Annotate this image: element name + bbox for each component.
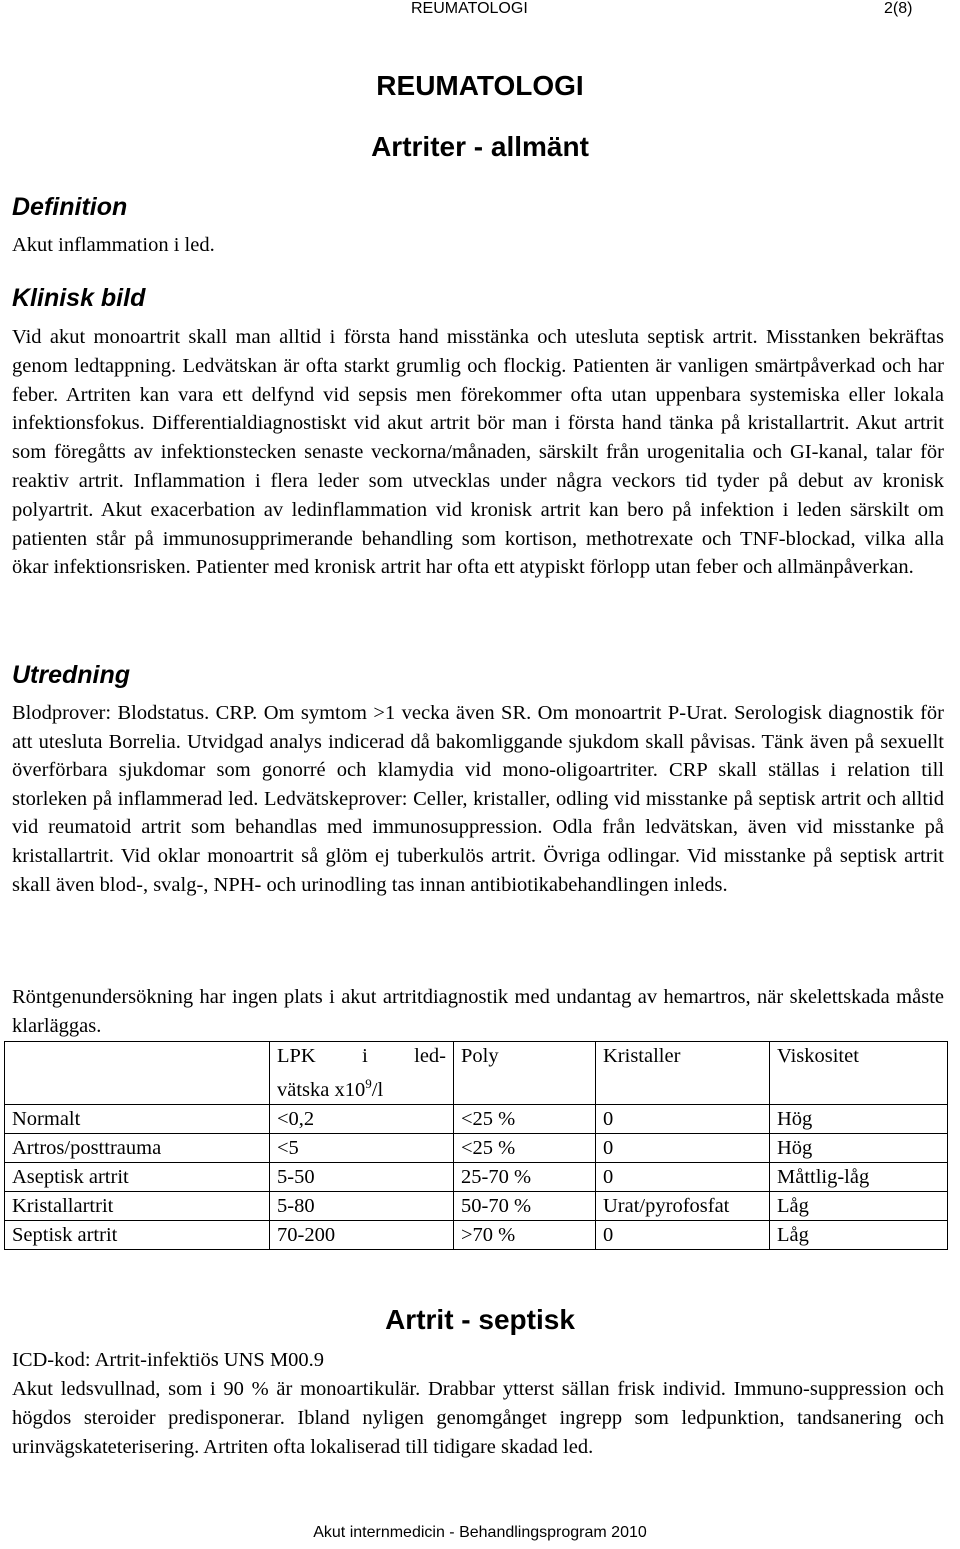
table-cell: Hög: [770, 1104, 948, 1133]
table-cell: Aseptisk artrit: [5, 1162, 270, 1191]
klinisk-bild-text: Vid akut monoartrit skall man alltid i första hand misstänka och utesluta septisk artrit. Misstanken bekräftas genom ledtappning. Ledvätskan är ofta starkt grumlig och flockig. Patienten är vanligen smärtpåverkad och har feber. Artriten kan vara ett delfynd vid sepsis men förekommer ofta utan uppenbara systemiska eller lokala infektionsfokus. Differentialdiagnostiskt vid akut artrit bör man i första hand tänka på kristallartrit. Akut artrit som föregåtts av infektionstecken senaste veckorna/månaden, särskilt från urogenitalia och GI-kanal, talar för reaktiv artrit. Inflammation i flera leder som utvecklas under några veckors tid tyder på debut av kronisk polyartrit. Akut exacerbation av ledinflammation vid kronisk artrit kan bero på infektion i leden särskilt om patienten står på immunosupprimerande behandling som kortison, methotrexate och TNF-blockad, vilka alla ökar infektionsrisken. Patienter med kronisk artrit har ofta ett atypiskt förlopp utan feber och allmänpåverkan.: [12, 326, 944, 579]
table-cell: Kristallartrit: [5, 1191, 270, 1220]
heading-definition: Definition: [12, 193, 128, 221]
running-header-title: REUMATOLOGI: [411, 0, 528, 17]
page-footer: Akut internmedicin - Behandlingsprogram 2010: [313, 1524, 647, 1541]
section-title-artriter: Artriter - allmänt: [371, 131, 589, 162]
table-header-empty: [5, 1042, 270, 1105]
icd-code: ICD-kod: Artrit-infektiös UNS M00.9: [12, 1349, 325, 1371]
table-row: [5, 1104, 948, 1133]
table-cell: 0: [596, 1104, 770, 1133]
utredning-text: Blodprover: Blodstatus. CRP. Om symtom >1 vecka även SR. Om monoartrit P-Urat. Serologisk diagnostik för att utesluta Borrelia. Utvidgad analys indicerad då bakomliggande sjukdom skall påvisas. Tänk även på sexuellt överförbara sjukdomar som gonorré och klamydia vid mono-oligoartriter. CRP skall ställas i relation till storleken på inflammerad led. Ledvätskeprover: Celler, kristaller, odling vid misstanke på septisk artrit och alltid vid reumatoid artrit som behandlas med immunosuppression. Odla från ledvätskan, även vid misstanke på kristallartrit. Vid oklar monoartrit så glöm ej tuberkulös artrit. Övriga odlingar. Vid misstanke på septisk artrit skall även blod-, svalg-, NPH- och urinodling tas innan antibiotikabehandlingen inleds.: [12, 702, 944, 896]
table-cell: 0: [596, 1220, 770, 1249]
section-title-septisk: Artrit - septisk: [385, 1304, 575, 1335]
table-header-kristaller: Kristaller: [596, 1042, 770, 1105]
table-cell: 70-200: [270, 1220, 454, 1249]
running-header: [0, 0, 960, 22]
table-cell: Hög: [770, 1133, 948, 1162]
table-cell: <25 %: [454, 1104, 596, 1133]
table-row: [5, 1162, 948, 1191]
table-cell: 50-70 %: [454, 1191, 596, 1220]
table-cell: 0: [596, 1133, 770, 1162]
page-title: REUMATOLOGI: [376, 70, 584, 101]
table-cell: 5-50: [270, 1162, 454, 1191]
table-cell: Urat/pyrofosfat: [596, 1191, 770, 1220]
table-cell: Normalt: [5, 1104, 270, 1133]
table-cell: 5-80: [270, 1191, 454, 1220]
table-cell: <5: [270, 1133, 454, 1162]
table-header-row: [5, 1042, 948, 1105]
table-cell: Septisk artrit: [5, 1220, 270, 1249]
table-cell: 0: [596, 1162, 770, 1191]
ledvatska-table: [4, 1041, 948, 1250]
rontgen-text: Röntgenundersökning har ingen plats i akut artritdiagnostik med undantag av hemartros, när skelettskada måste klarläggas.: [12, 986, 944, 1037]
page-number: 2(8): [884, 0, 913, 17]
septisk-text: Akut ledsvullnad, som i 90 % är monoartikulär. Drabbar ytterst sällan frisk individ. Immuno-suppression och högdos steroider predisponerar. Ibland nyligen genomgånget ingrepp som ledpunktion, tandsanering och urinvägskateterisering. Artriten ofta lokaliserad till tidigare skadad led.: [12, 1378, 944, 1458]
definition-text: Akut inflammation i led.: [12, 234, 215, 256]
table-cell: Artros/posttrauma: [5, 1133, 270, 1162]
table-cell: >70 %: [454, 1220, 596, 1249]
table-row: [5, 1220, 948, 1249]
table-cell: Låg: [770, 1220, 948, 1249]
table-cell: <25 %: [454, 1133, 596, 1162]
table-header-lpk: LPK i led- vätska $x10^9/l$: [270, 1042, 454, 1105]
heading-klinisk-bild: Klinisk bild: [12, 284, 146, 312]
table-cell: <0,2: [270, 1104, 454, 1133]
table-row: [5, 1133, 948, 1162]
table-header-viskositet: Viskositet: [770, 1042, 948, 1105]
table-cell: 25-70 %: [454, 1162, 596, 1191]
heading-utredning: Utredning: [12, 661, 131, 689]
table-header-poly: Poly: [454, 1042, 596, 1105]
table-cell: Måttlig-låg: [770, 1162, 948, 1191]
table-cell: Låg: [770, 1191, 948, 1220]
table-row: [5, 1191, 948, 1220]
